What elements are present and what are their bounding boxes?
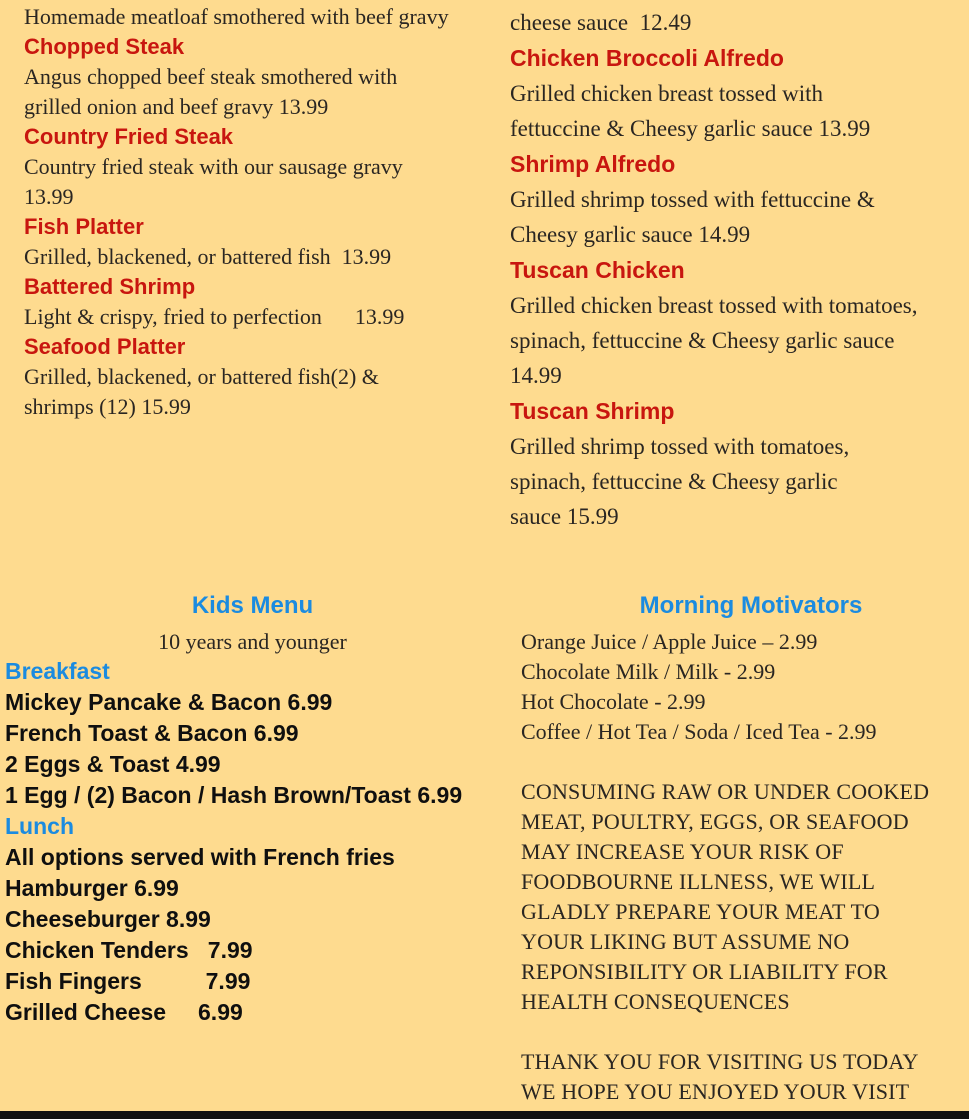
drinks-list	[521, 627, 966, 747]
menu-item	[510, 146, 960, 252]
item-title: Seafood Platter	[24, 334, 186, 359]
lunch-label: Lunch	[5, 813, 74, 839]
item-description: Country fried steak with our sausage gravy 13.99	[24, 154, 403, 209]
item-title: Shrimp Alfredo	[510, 151, 676, 177]
thanks-line: THANK YOU FOR VISITING US TODAY	[521, 1049, 919, 1074]
list-item: All options served with French fries	[5, 844, 395, 870]
kids-menu-list	[5, 656, 505, 1028]
item-title: Fish Platter	[24, 214, 144, 239]
menu-item	[24, 32, 464, 122]
morning-motivators-heading	[521, 592, 969, 620]
item-description: Light & crispy, fried to perfection 13.99	[24, 304, 405, 329]
list-item: Hot Chocolate - 2.99	[521, 689, 706, 714]
list-item: Mickey Pancake & Bacon 6.99	[5, 689, 333, 715]
list-item: French Toast & Bacon 6.99	[5, 720, 299, 746]
list-item: Coffee / Hot Tea / Soda / Iced Tea - 2.99	[521, 719, 877, 744]
menu-item	[24, 332, 464, 422]
kids-menu-heading	[0, 592, 505, 620]
thank-you-note	[521, 1047, 967, 1107]
item-description: Grilled, blackened, or battered fish 13.99	[24, 244, 392, 269]
list-item: 2 Eggs & Toast 4.99	[5, 751, 221, 777]
list-item: Chocolate Milk / Milk - 2.99	[521, 659, 776, 684]
menu-item	[24, 212, 464, 272]
item-title: Chicken Broccoli Alfredo	[510, 45, 784, 71]
warning-line: YOUR LIKING BUT ASSUME NO	[521, 929, 850, 954]
item-description: Grilled shrimp tossed with fettuccine & Cheesy garlic sauce 14.99	[510, 187, 875, 247]
menu-item	[510, 393, 960, 534]
item-title: Chopped Steak	[24, 34, 185, 59]
menu-item	[510, 40, 960, 146]
list-item: 1 Egg / (2) Bacon / Hash Brown/Toast 6.99	[5, 782, 463, 808]
kids-menu-title: Kids Menu	[191, 592, 314, 619]
kids-menu-subtitle: 10 years and younger	[158, 629, 347, 654]
warning-line: MEAT, POULTRY, EGGS, OR SEAFOOD	[521, 809, 909, 834]
menu-item	[510, 252, 960, 393]
item-title: Tuscan Shrimp	[510, 398, 675, 424]
list-item: Grilled Cheese 6.99	[5, 999, 243, 1025]
list-item: Orange Juice / Apple Juice – 2.99	[521, 629, 818, 654]
item-description: Grilled shrimp tossed with tomatoes, spinach, fettuccine & Cheesy garlic sauce 15.99	[510, 434, 850, 529]
left-column	[24, 2, 464, 422]
right-column	[510, 5, 960, 534]
menu-item	[24, 272, 464, 332]
item-description: Grilled chicken breast tossed with tomatoes, spinach, fettuccine & Cheesy garlic sauce 14.99	[510, 293, 918, 388]
item-title: Battered Shrimp	[24, 274, 196, 299]
item-title: Country Fried Steak	[24, 124, 234, 149]
warning-line: GLADLY PREPARE YOUR MEAT TO	[521, 899, 880, 924]
morning-motivators-title: Morning Motivators	[639, 592, 863, 619]
warning-line: MAY INCREASE YOUR RISK OF	[521, 839, 844, 864]
partial-item-description: cheese sauce 12.49	[510, 10, 692, 35]
list-item: Chicken Tenders 7.99	[5, 937, 253, 963]
thanks-line: WE HOPE YOU ENJOYED YOUR VISIT	[521, 1079, 910, 1104]
item-description: Angus chopped beef steak smothered with grilled onion and beef gravy 13.99	[24, 64, 398, 119]
warning-line: FOODBOURNE ILLNESS, WE WILL	[521, 869, 876, 894]
warning-line: HEALTH CONSEQUENCES	[521, 989, 790, 1014]
warning-line: CONSUMING RAW OR UNDER COOKED	[521, 779, 930, 804]
bottom-border	[0, 1111, 969, 1119]
list-item: Cheeseburger 8.99	[5, 906, 211, 932]
meatloaf-description: Homemade meatloaf smothered with beef gravy	[24, 4, 449, 29]
warning-line: REPONSIBILITY OR LIABILITY FOR	[521, 959, 888, 984]
item-description: Grilled, blackened, or battered fish(2) & shrimps (12) 15.99	[24, 364, 379, 419]
item-title: Tuscan Chicken	[510, 257, 685, 283]
menu-item	[24, 122, 464, 212]
breakfast-label: Breakfast	[5, 658, 110, 684]
list-item: Fish Fingers 7.99	[5, 968, 251, 994]
list-item: Hamburger 6.99	[5, 875, 179, 901]
item-description: Grilled chicken breast tossed with fettuccine & Cheesy garlic sauce 13.99	[510, 81, 871, 141]
food-safety-warning	[521, 777, 967, 1017]
